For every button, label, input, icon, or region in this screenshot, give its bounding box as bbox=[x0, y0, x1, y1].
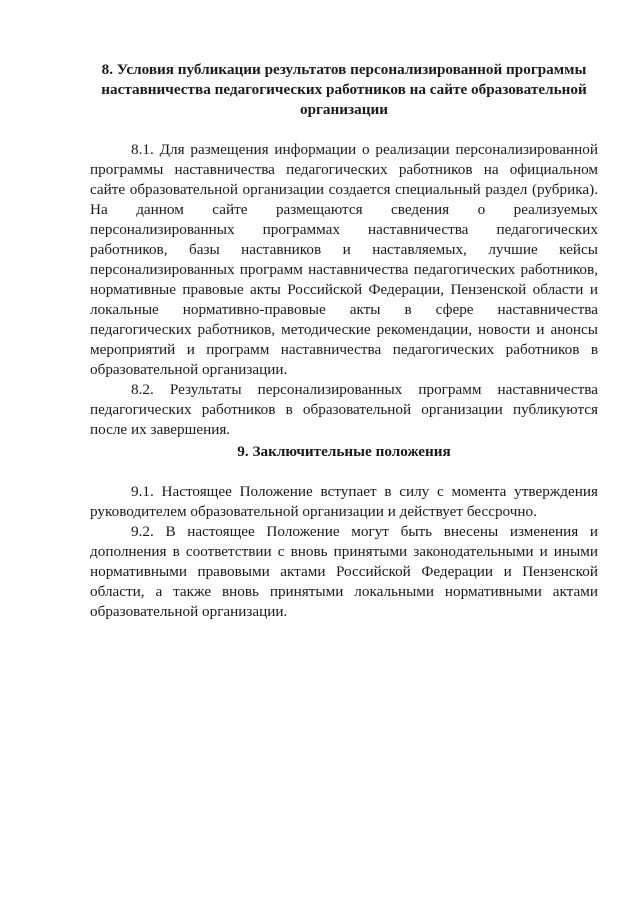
section-8-heading: 8. Условия публикации результатов персонализированной программы наставничества педагогических работников на сайте образовательной организации bbox=[101, 61, 587, 118]
section-9-heading: 9. Заключительные положения bbox=[237, 443, 451, 460]
paragraph-8-2: 8.2. Результаты персонализированных программ наставничества педагогических работников в образовательной организации публикуются после их завершения. bbox=[90, 381, 598, 438]
paragraph-9-1: 9.1. Настоящее Положение вступает в силу с момента утверждения руководителем образовательной организации и действует бессрочно. bbox=[90, 483, 598, 520]
paragraph-8-1: 8.1. Для размещения информации о реализации персонализированной программы наставничества педагогических работников на официальном сайте образовательной организации создается специальный раздел (рубрика). На данном сайте размещаются сведения о реализуемых персонализированных программах наставничества педагогических работников, базы наставников и наставляемых, лучшие кейсы персонализированных программ наставничества педагогических работников, нормативные правовые акты Российской Федерации, Пензенской области и локальные нормативно-правовые акты в сфере наставничества педагогических работников, методические рекомендации, новости и анонсы мероприятий и программ наставничества педагогических работников в образовательной организации. bbox=[90, 141, 598, 378]
paragraph-9-2: 9.2. В настоящее Положение могут быть внесены изменения и дополнения в соответствии с вновь принятыми законодательными и иными нормативными правовыми актами Российской Федерации и Пензенской области, а также вновь принятыми локальными нормативными актами образовательной организации. bbox=[90, 523, 598, 620]
